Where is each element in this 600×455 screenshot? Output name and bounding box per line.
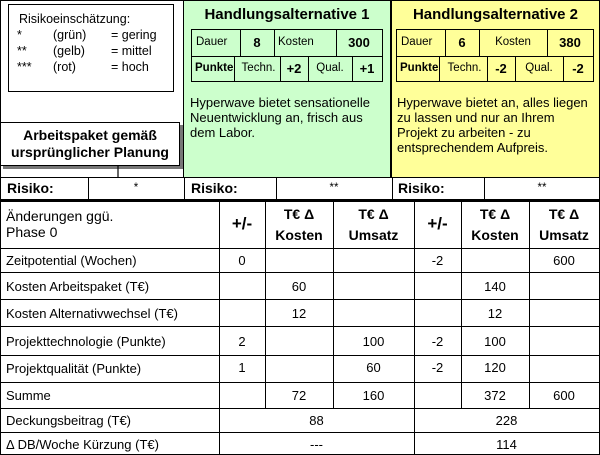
header-umsatz-alt1: Umsatz <box>348 227 399 243</box>
row-a1-pm: 1 <box>238 360 246 375</box>
row-a1-pm: 0 <box>238 253 246 268</box>
alt2-title: Handlungsalternative 2 <box>412 6 579 23</box>
row-a2-pm: -2 <box>431 334 444 349</box>
changes-table <box>0 200 600 455</box>
legend-color: (rot) <box>53 60 76 74</box>
risk-label-base: Risiko: <box>7 180 54 196</box>
risk-value-base: * <box>133 182 139 194</box>
row-a1-umsatz: 100 <box>362 334 385 349</box>
alt1-kosten-value: 300 <box>348 35 370 50</box>
legend-level: = hoch <box>111 60 149 74</box>
header-te-umsatz-alt2: T€ Δ <box>548 206 580 222</box>
work-package-label: Arbeitspaket gemäß ursprünglicher Planung <box>11 127 169 160</box>
risk-value-alt1: ** <box>329 182 339 194</box>
header-te-kosten-alt1: T€ Δ <box>283 206 315 222</box>
alt1-dauer-label: Dauer <box>196 36 228 48</box>
row-a1-kosten: 12 <box>291 306 307 321</box>
row-a1-kosten: 60 <box>291 279 307 294</box>
risk-row <box>0 178 600 200</box>
row-label: Summe <box>6 388 51 403</box>
legend-sym: *** <box>17 60 32 74</box>
row-a1-umsatz: 160 <box>362 388 385 403</box>
db-woche-label: Δ DB/Woche Kürzung (T€) <box>6 437 159 452</box>
alt1-techn-label: Techn. <box>241 62 276 74</box>
row-a2-kosten: 120 <box>484 360 506 375</box>
row-label: Kosten Arbeitspaket (T€) <box>6 279 150 294</box>
alt1-panel <box>183 0 391 178</box>
legend-level: = mittel <box>111 44 152 58</box>
deckung-a2: 228 <box>495 413 518 428</box>
alt2-qual-value: -2 <box>572 61 584 76</box>
row-a2-umsatz: 600 <box>553 388 575 403</box>
header-pm-alt2: +/- <box>427 214 448 233</box>
header-kosten-alt2: Kosten <box>471 227 519 243</box>
row-a2-kosten: 100 <box>484 334 506 349</box>
alt2-metrics <box>396 29 594 82</box>
alt1-kosten-label: Kosten <box>278 36 314 48</box>
alt2-techn-label: Techn. <box>447 62 482 74</box>
legend-sym: * <box>17 28 22 42</box>
row-a2-kosten: 372 <box>484 388 506 403</box>
alt1-punkte-label: Punkte <box>195 62 234 74</box>
header-umsatz-alt2: Umsatz <box>539 227 589 243</box>
alt2-qual-label: Qual. <box>525 62 553 74</box>
alt1-techn-value: +2 <box>286 61 302 76</box>
row-a2-pm: -2 <box>431 360 444 375</box>
alt1-qual-label: Qual. <box>316 62 344 74</box>
header-pm-alt1: +/- <box>231 214 253 233</box>
row-label: Projektqualität (Punkte) <box>6 361 142 376</box>
alt1-qual-value: +1 <box>359 61 375 76</box>
row-a2-pm: -2 <box>431 253 444 268</box>
db-woche-a1: --- <box>310 437 323 452</box>
db-woche-a2: 114 <box>496 437 517 452</box>
legend-sym: ** <box>17 44 27 58</box>
alt2-techn-value: -2 <box>495 61 507 76</box>
alt2-kosten-label: Kosten <box>495 36 531 48</box>
legend-color: (gelb) <box>53 44 85 58</box>
work-package-box <box>0 122 180 166</box>
row-label: Kosten Alternativwechsel (T€) <box>6 306 178 321</box>
legend-level: = gering <box>111 28 157 42</box>
row-a1-umsatz: 60 <box>366 360 381 375</box>
row-a1-pm: 2 <box>238 334 246 349</box>
row-label: Projekttechnologie (Punkte) <box>6 334 166 349</box>
alt1-metrics <box>191 29 383 82</box>
alt2-dauer-value: 6 <box>458 35 466 50</box>
deckung-a1: 88 <box>309 413 324 428</box>
risk-label-alt1: Risiko: <box>191 180 238 196</box>
header-te-umsatz-alt1: T€ Δ <box>358 206 389 222</box>
alt2-kosten-value: 380 <box>559 35 581 50</box>
deckung-label: Deckungsbeitrag (T€) <box>6 413 131 428</box>
alt1-description: Hyperwave bietet sensationelle Neuentwicklung an, frisch aus dem Labor. <box>190 95 370 140</box>
row-a2-kosten: 12 <box>487 306 503 321</box>
legend-title: Risikoeinschätzung: <box>19 12 131 26</box>
table-header-title: Änderungen ggü. Phase 0 <box>6 208 114 240</box>
row-label: Zeitpotential (Wochen) <box>6 253 137 268</box>
alt1-dauer-value: 8 <box>253 35 261 50</box>
header-te-kosten-alt2: T€ Δ <box>479 206 511 222</box>
header-kosten-alt1: Kosten <box>275 227 323 243</box>
risk-value-alt2: ** <box>537 182 547 194</box>
row-a2-kosten: 140 <box>484 279 506 294</box>
row-a1-kosten: 72 <box>291 388 307 403</box>
risk-label-alt2: Risiko: <box>398 180 445 196</box>
alt2-description: Hyperwave bietet an, alles liegen zu lassen und nur an Ihrem Projekt zu arbeiten - zu entsprechendem Aufpreis. <box>397 95 588 155</box>
alt2-punkte-label: Punkte <box>400 62 439 74</box>
row-a2-umsatz: 600 <box>553 253 575 268</box>
alt1-title: Handlungsalternative 1 <box>204 6 370 23</box>
legend-color: (grün) <box>53 28 87 42</box>
alt2-dauer-label: Dauer <box>401 36 433 48</box>
